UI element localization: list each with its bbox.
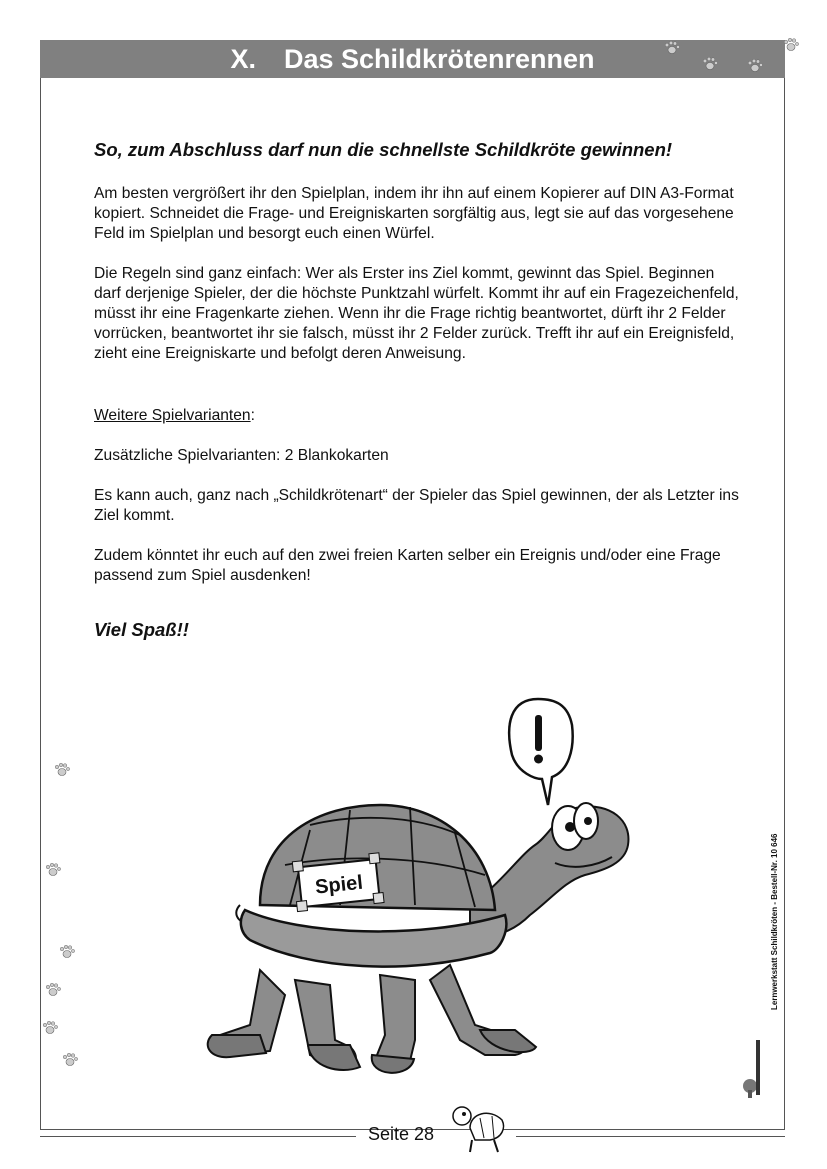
shell-sign-text: Spiel bbox=[314, 871, 364, 899]
paw-print-icon bbox=[783, 37, 799, 53]
paragraph-blank-cards: Zusätzliche Spielvarianten: 2 Blankokarten bbox=[94, 447, 389, 464]
footer-line-right bbox=[516, 1136, 785, 1137]
turtle-illustration bbox=[200, 695, 640, 1095]
series-info: Lernwerkstatt Schildkröten - Bestell-Nr. 10 646 bbox=[770, 833, 779, 1010]
paragraph-rules: Die Regeln sind ganz einfach: Wer als Erster ins Ziel kommt, gewinnt das Spiel. Beginnen darf derjenige Spieler, der die höchste Punktzahl würfelt. Kommt ihr auf ein Fragezeichenfeld, müsst ihr eine Fragenkarte ziehen. Wenn ihr die Frage richtig beantwortet, dürft ihr 2 Felder vorrücken, beantwortet ihr sie falsch, müsst ihr 2 Felder zurück. Trefft ihr auf ein Ereignisfeld, zieht eine Ereigniskarte und befolgt deren Anweisung. bbox=[94, 265, 739, 362]
lead-heading: So, zum Abschluss darf nun die schnellste Schildkröte gewinnen! bbox=[94, 139, 673, 160]
paw-print-icon bbox=[59, 944, 75, 960]
paragraph-setup: Am besten vergrößert ihr den Spielplan, indem ihr ihn auf einem Kopierer auf DIN A3-Format kopiert. Schneidet die Frage- und Ereigniskarten sorgfältig aus, legt sie auf das vorgesehene Feld im Spielplan und besorgt euch einen Würfel. bbox=[94, 185, 734, 242]
paw-print-icon bbox=[45, 982, 61, 998]
paw-print-icon bbox=[664, 40, 680, 56]
small-turtle-icon bbox=[450, 1098, 510, 1158]
paragraph-own-cards: Zudem könntet ihr euch auf den zwei freien Karten selber ein Ereignis und/oder eine Frage passend zum Spiel ausdenken! bbox=[94, 547, 721, 584]
paw-print-icon bbox=[62, 1052, 78, 1068]
chapter-title-text: Das Schildkrötenrennen bbox=[283, 44, 595, 74]
paw-print-icon bbox=[54, 762, 70, 778]
paw-print-icon bbox=[702, 56, 718, 72]
variants-heading-colon: : bbox=[250, 407, 255, 424]
variants-heading bbox=[94, 406, 742, 426]
paw-print-icon bbox=[42, 1020, 58, 1036]
footer-line-left bbox=[40, 1136, 356, 1137]
closing-text: Viel Spaß!! bbox=[94, 619, 189, 640]
publisher-logo bbox=[742, 1030, 764, 1100]
main-content bbox=[94, 140, 742, 640]
variants-heading-text: Weitere Spielvarianten bbox=[94, 407, 251, 424]
paw-print-icon bbox=[747, 58, 763, 74]
chapter-number: X. bbox=[230, 44, 256, 74]
paw-print-icon bbox=[45, 862, 61, 878]
paragraph-last-wins: Es kann auch, ganz nach „Schildkrötenart“ der Spieler das Spiel gewinnen, der als Letzter ins Ziel kommt. bbox=[94, 487, 739, 524]
page-number: Seite 28 bbox=[368, 1124, 435, 1144]
